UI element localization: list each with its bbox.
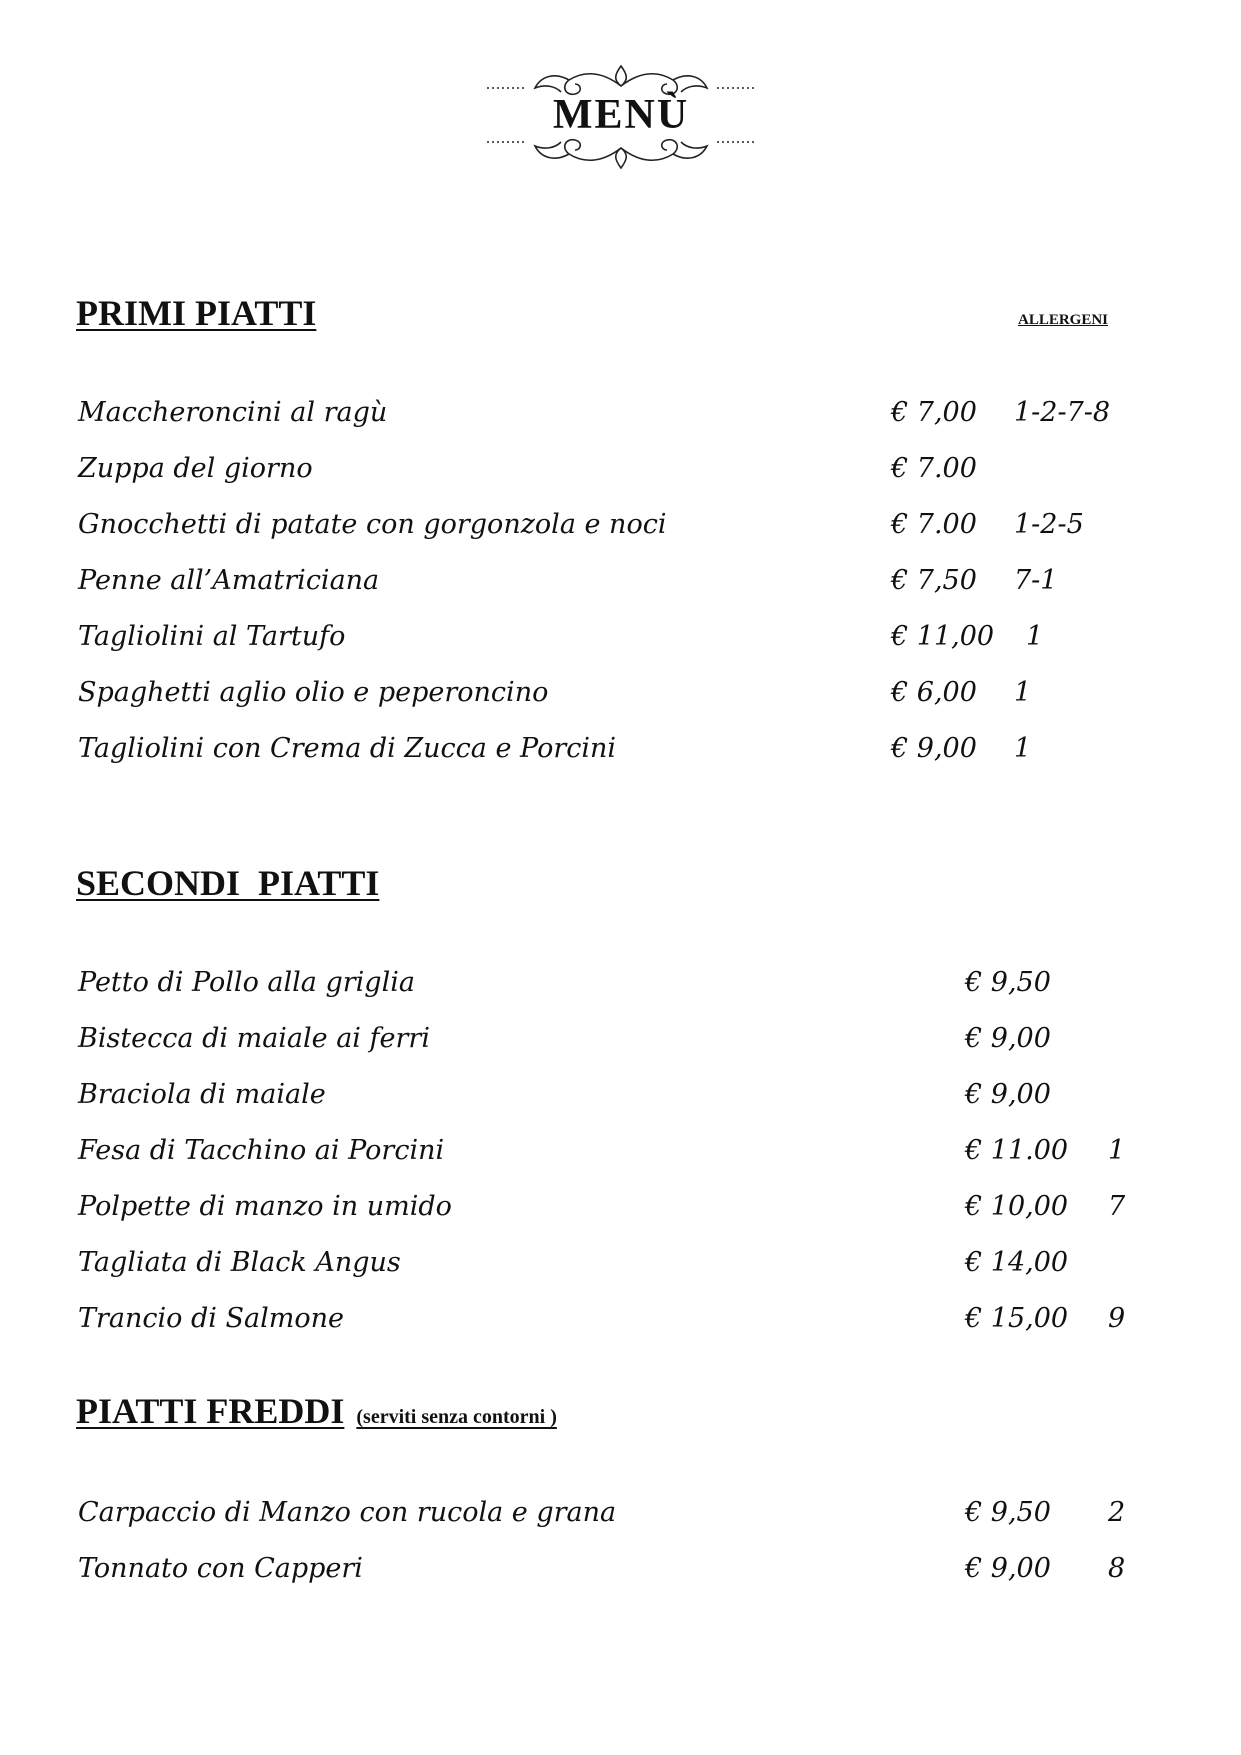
item-name: Carpaccio di Manzo con rucola e grana	[78, 1497, 617, 1528]
menu-logo-ornament	[485, 62, 757, 172]
item-price: € 7.00	[891, 509, 977, 540]
item-allergens: 1-2-5	[1014, 509, 1084, 540]
item-price: € 7,00	[891, 397, 977, 428]
item-allergens: 2	[1108, 1497, 1126, 1528]
item-price: € 10,00	[965, 1191, 1069, 1222]
item-price: € 9,00	[965, 1553, 1051, 1584]
item-price: € 11,00	[891, 621, 995, 652]
section-title-secondi: SECONDI PIATTI	[76, 863, 380, 903]
item-price: € 15,00	[965, 1303, 1069, 1334]
item-allergens: 7	[1108, 1191, 1126, 1222]
item-name: Tagliolini al Tartufo	[78, 621, 346, 652]
item-name: Bistecca di maiale ai ferri	[78, 1023, 430, 1054]
item-allergens: 7-1	[1014, 565, 1058, 596]
item-price: € 9,00	[965, 1023, 1051, 1054]
item-name: Zuppa del giorno	[78, 453, 313, 484]
item-name: Trancio di Salmone	[78, 1303, 344, 1334]
item-name: Polpette di manzo in umido	[78, 1191, 452, 1222]
item-price: € 7,50	[891, 565, 977, 596]
item-price: € 14,00	[965, 1247, 1069, 1278]
item-name: Maccheroncini al ragù	[78, 397, 388, 428]
item-allergens: 1	[1014, 733, 1032, 764]
item-price: € 9,00	[891, 733, 977, 764]
item-allergens: 9	[1108, 1303, 1126, 1334]
item-name: Tagliolini con Crema di Zucca e Porcini	[78, 733, 617, 764]
section-title-freddi-text: PIATTI FREDDI	[76, 1391, 345, 1431]
section-title-freddi	[76, 1390, 557, 1432]
item-allergens: 1-2-7-8	[1014, 397, 1111, 428]
item-name: Braciola di maiale	[78, 1079, 326, 1110]
menu-logo	[485, 62, 757, 172]
item-allergens: 1	[1026, 621, 1044, 652]
item-price: € 7.00	[891, 453, 977, 484]
item-name: Gnocchetti di patate con gorgonzola e noci	[78, 509, 667, 540]
item-name: Spaghetti aglio olio e peperoncino	[78, 677, 549, 708]
item-name: Tagliata di Black Angus	[78, 1247, 401, 1278]
item-allergens: 8	[1108, 1553, 1126, 1584]
item-price: € 9,50	[965, 1497, 1051, 1528]
item-allergens: 1	[1108, 1135, 1126, 1166]
item-name: Fesa di Tacchino ai Porcini	[78, 1135, 445, 1166]
item-price: € 9,50	[965, 967, 1051, 998]
item-name: Petto di Pollo alla griglia	[78, 967, 415, 998]
item-allergens: 1	[1014, 677, 1032, 708]
allergens-heading: ALLERGENI	[1018, 312, 1109, 328]
item-name: Tonnato con Capperi	[78, 1553, 363, 1584]
item-price: € 9,00	[965, 1079, 1051, 1110]
section-note-freddi: (serviti senza contorni )	[356, 1406, 557, 1428]
item-price: € 11.00	[965, 1135, 1069, 1166]
section-title-primi: PRIMI PIATTI	[76, 293, 317, 333]
item-price: € 6,00	[891, 677, 977, 708]
menu-logo-text: MENÙ	[552, 92, 690, 138]
item-name: Penne all’Amatriciana	[78, 565, 380, 596]
